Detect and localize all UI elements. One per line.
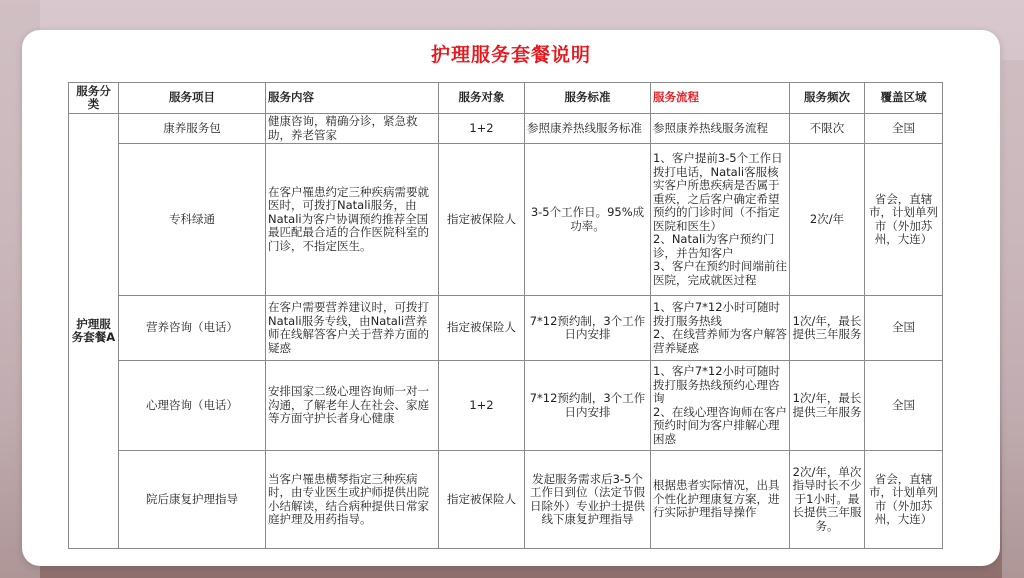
table-row bbox=[69, 451, 943, 549]
cell-coverage: 全国 bbox=[865, 361, 943, 451]
service-table bbox=[68, 82, 943, 549]
cell-target: 指定被保险人 bbox=[439, 451, 525, 549]
cell-coverage: 省会，直辖市，计划单列市（外加苏州，大连） bbox=[865, 144, 943, 296]
cell-target: 指定被保险人 bbox=[439, 144, 525, 296]
cell-standard: 发起服务需求后3-5个工作日到位（法定节假日除外）专业护士提供线下康复护理指导 bbox=[525, 451, 651, 549]
table-header-row bbox=[69, 83, 943, 114]
page-title: 护理服务套餐说明 bbox=[430, 44, 591, 66]
cell-process: 1、客户7*12小时可随时拨打服务热线预约心理咨询 2、在线心理咨询师在客户预约时间为客户排解心理困惑 bbox=[651, 361, 790, 451]
cell-item: 康养服务包 bbox=[119, 114, 266, 144]
cell-process: 根据患者实际情况，出具个性化护理康复方案，进行实际护理指导操作 bbox=[651, 451, 790, 549]
cell-target: 1+2 bbox=[439, 114, 525, 144]
cell-frequency: 1次/年，最长提供三年服务 bbox=[790, 296, 865, 361]
header-target: 服务对象 bbox=[439, 83, 525, 114]
cell-coverage: 省会，直辖市，计划单列市（外加苏州，大连） bbox=[865, 451, 943, 549]
cell-frequency: 2次/年，单次指导时长不少于1小时。最长提供三年服务。 bbox=[790, 451, 865, 549]
cell-content: 在客户罹患约定三种疾病需要就医时，可拨打Natali服务，由Natali为客户协调预约推荐全国最匹配最合适的合作医院科室的门诊，不指定医生。 bbox=[266, 144, 439, 296]
background-building bbox=[1002, 60, 1024, 578]
table-row bbox=[69, 144, 943, 296]
cell-frequency: 2次/年 bbox=[790, 144, 865, 296]
table-row bbox=[69, 296, 943, 361]
cell-item: 专科绿通 bbox=[119, 144, 266, 296]
cell-content: 安排国家二级心理咨询师一对一沟通，了解老年人在社会、家庭等方面守护长者身心健康 bbox=[266, 361, 439, 451]
cell-coverage: 全国 bbox=[865, 296, 943, 361]
cell-process: 1、客户提前3-5个工作日拨打电话，Natali客服核实客户所患疾病是否属于重疾，之后客户确定希望预约的门诊时间（不指定医院和医生） 2、Natali为客户预约门诊，并告知客户 3、客户在预约时间端前往医院，完成就医过程 bbox=[651, 144, 790, 296]
cell-content: 在客户需要营养建议时，可拨打Natali服务专线，由Natali营养师在线解答客户关于营养方面的疑惑 bbox=[266, 296, 439, 361]
header-content: 服务内容 bbox=[266, 83, 439, 114]
cell-standard: 7*12预约制，3个工作日内安排 bbox=[525, 296, 651, 361]
cell-process: 1、客户7*12小时可随时拨打服务热线 2、在线营养师为客户解答营养疑惑 bbox=[651, 296, 790, 361]
cell-target: 指定被保险人 bbox=[439, 296, 525, 361]
cell-frequency: 1次/年，最长提供三年服务 bbox=[790, 361, 865, 451]
cell-item: 心理咨询（电话） bbox=[119, 361, 266, 451]
cell-standard: 3-5个工作日。95%成功率。 bbox=[525, 144, 651, 296]
header-frequency: 服务频次 bbox=[790, 83, 865, 114]
header-category: 服务分类 bbox=[69, 83, 119, 114]
category-cell: 护理服务套餐A bbox=[69, 114, 119, 549]
table-row bbox=[69, 114, 943, 144]
cell-item: 营养咨询（电话） bbox=[119, 296, 266, 361]
cell-frequency: 不限次 bbox=[790, 114, 865, 144]
cell-target: 1+2 bbox=[439, 361, 525, 451]
cell-content: 健康咨询，精确分诊，紧急救助，养老管家 bbox=[266, 114, 439, 144]
cell-content: 当客户罹患横琴指定三种疾病时，由专业医生或护师提供出院小结解读，结合病种提供日常家庭护理及用药指导。 bbox=[266, 451, 439, 549]
header-process: 服务流程 bbox=[651, 83, 790, 114]
cell-coverage: 全国 bbox=[865, 114, 943, 144]
header-coverage: 覆盖区域 bbox=[865, 83, 943, 114]
cell-item: 院后康复护理指导 bbox=[119, 451, 266, 549]
header-standard: 服务标准 bbox=[525, 83, 651, 114]
cell-standard: 7*12预约制，3个工作日内安排 bbox=[525, 361, 651, 451]
cell-standard: 参照康养热线服务标准 bbox=[525, 114, 651, 144]
content-card bbox=[22, 30, 1000, 566]
cell-process: 参照康养热线服务流程 bbox=[651, 114, 790, 144]
header-item: 服务项目 bbox=[119, 83, 266, 114]
table-row bbox=[69, 361, 943, 451]
